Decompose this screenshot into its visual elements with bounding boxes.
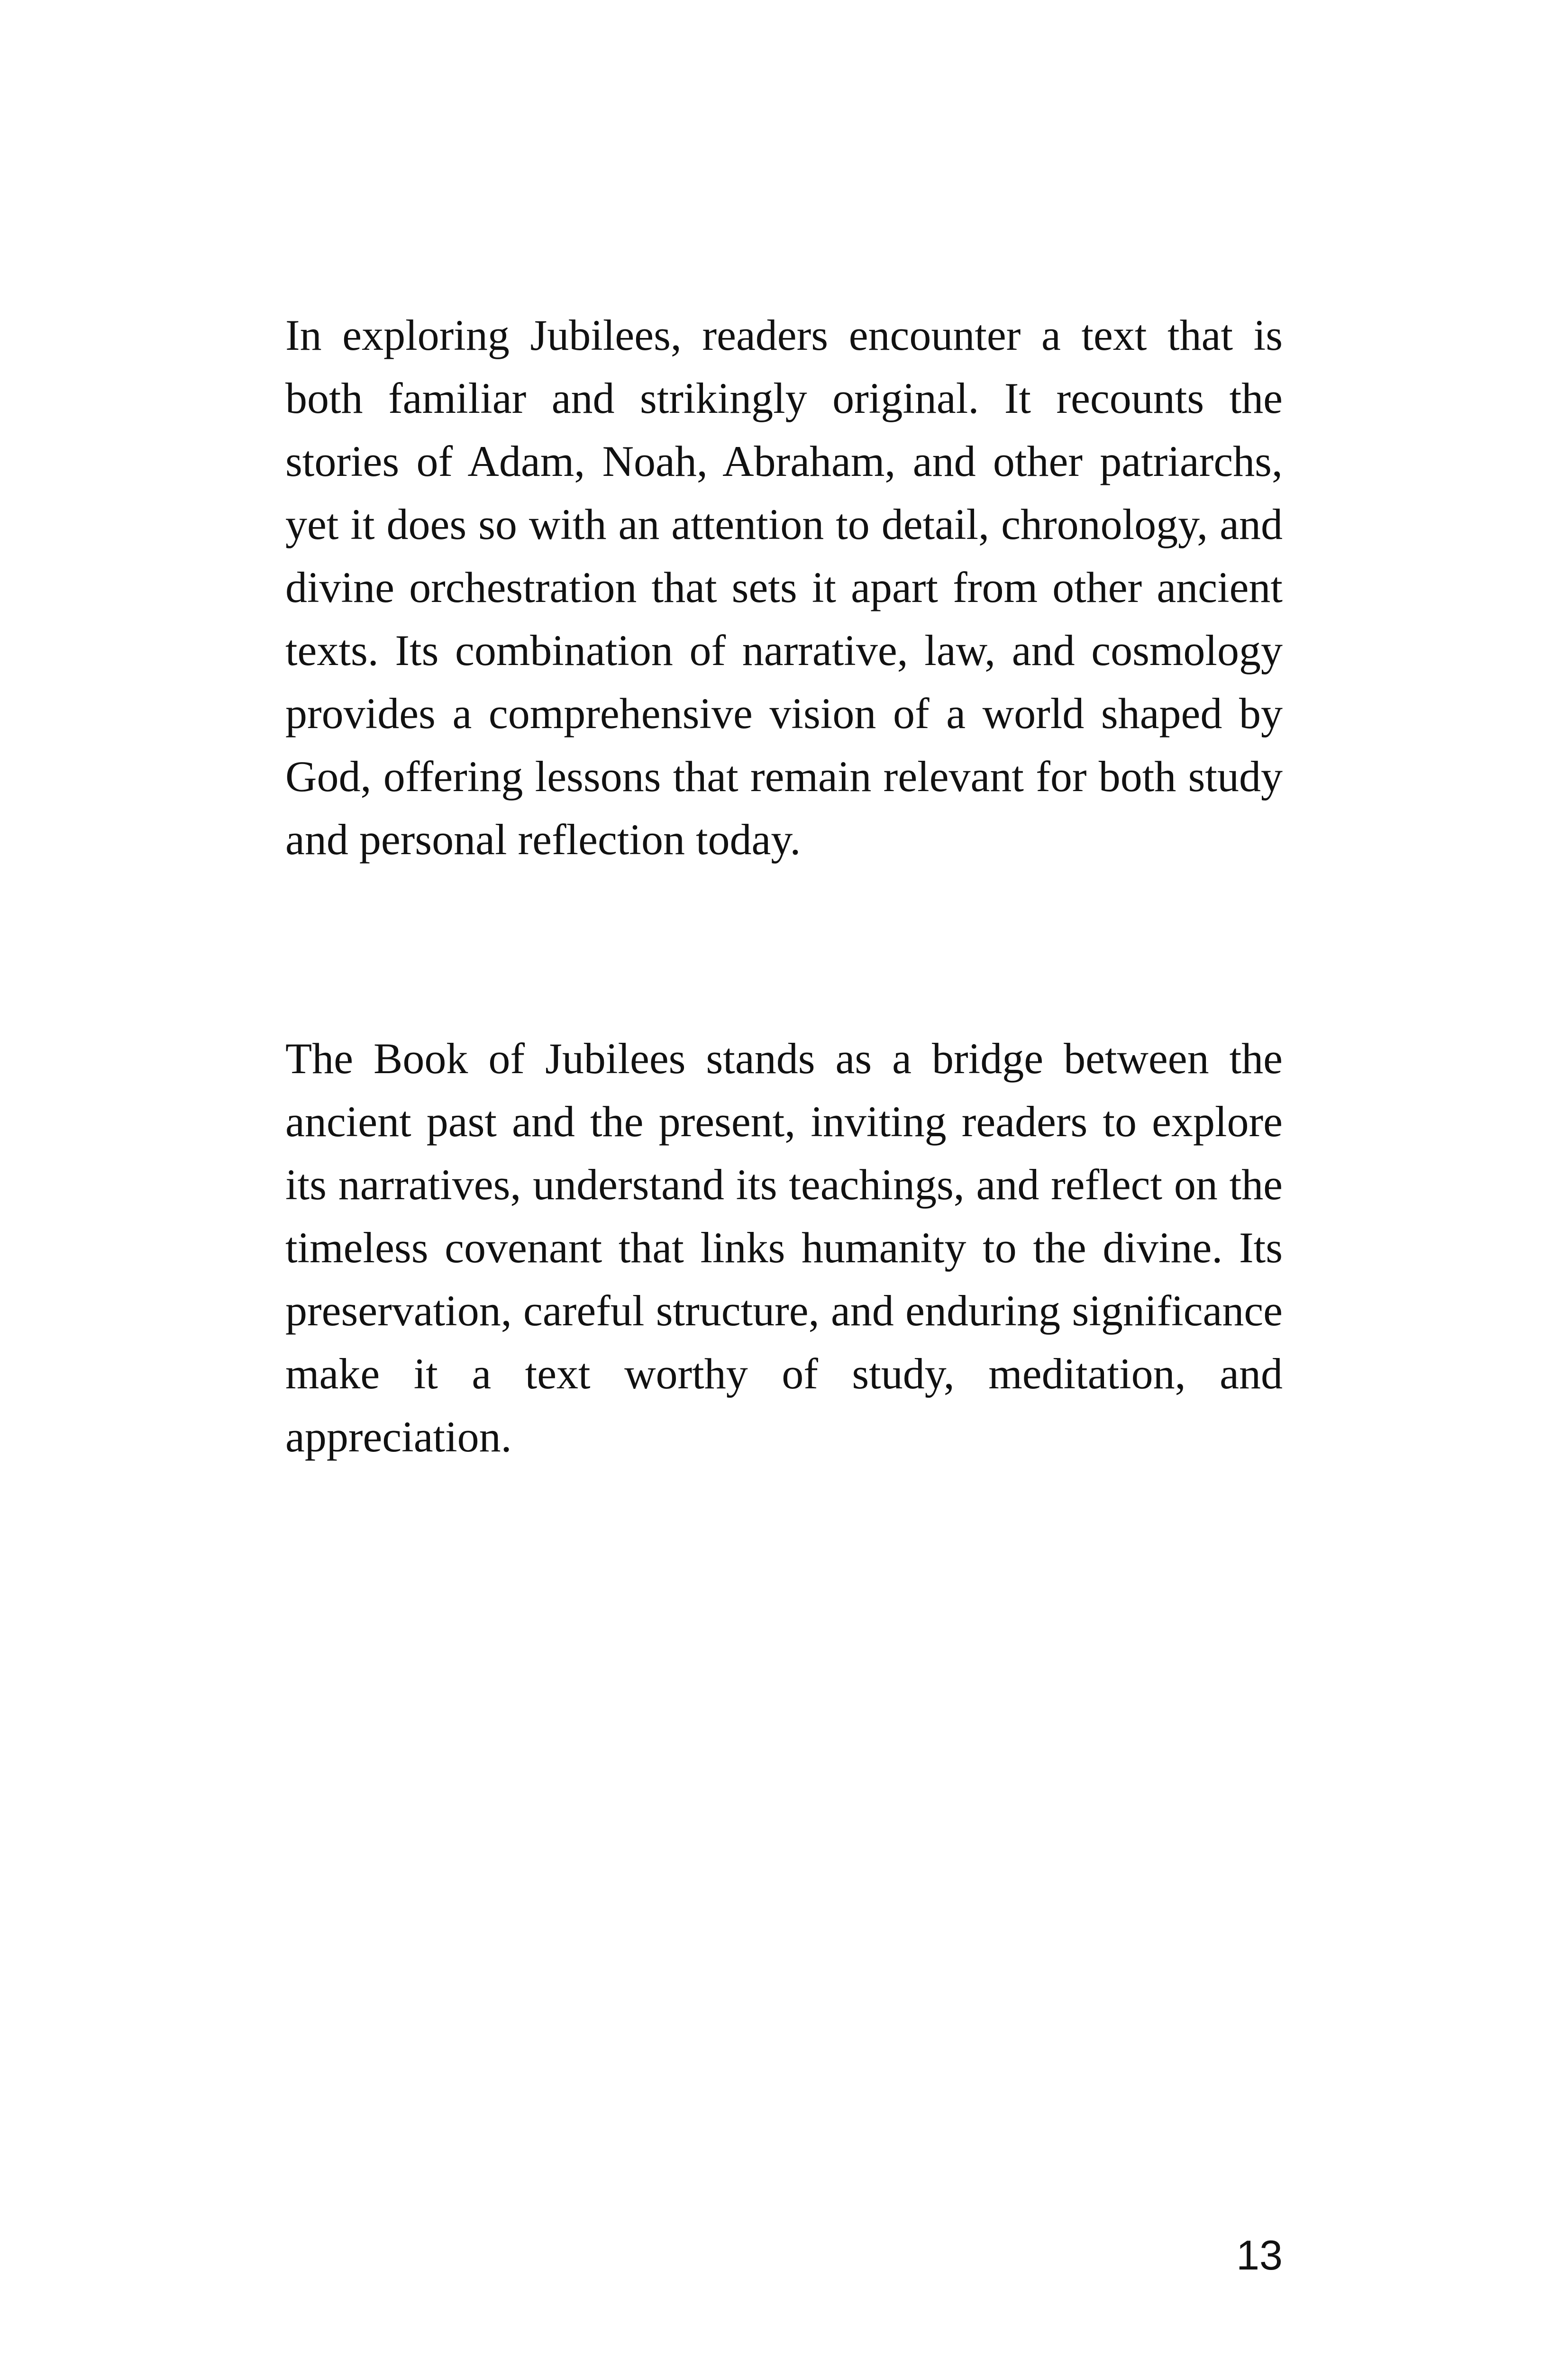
page-number: 13 (1236, 2232, 1283, 2279)
paragraph-2: The Book of Jubilees stands as a bridge between the ancient past and the present, inviting readers to explore its narratives, understand its teachings, and reflect on the timeless covenant that links humanity to the divine. Its preservation, careful structure, and enduring significance make it a text worthy of study, meditation, and appreciation. (285, 1034, 1283, 1461)
paragraph-1: In exploring Jubilees, readers encounter a text that is both familiar and strikingly original. It recounts the stories of Adam, Noah, Abraham, and other patriarchs, yet it does so with an attention to detail, chronology, and divine orchestration that sets it apart from other ancient texts. Its combination of narrative, law, and cosmology provides a comprehensive vision of a world shaped by God, offering lessons that remain relevant for both study and personal reflection today. (285, 311, 1283, 864)
